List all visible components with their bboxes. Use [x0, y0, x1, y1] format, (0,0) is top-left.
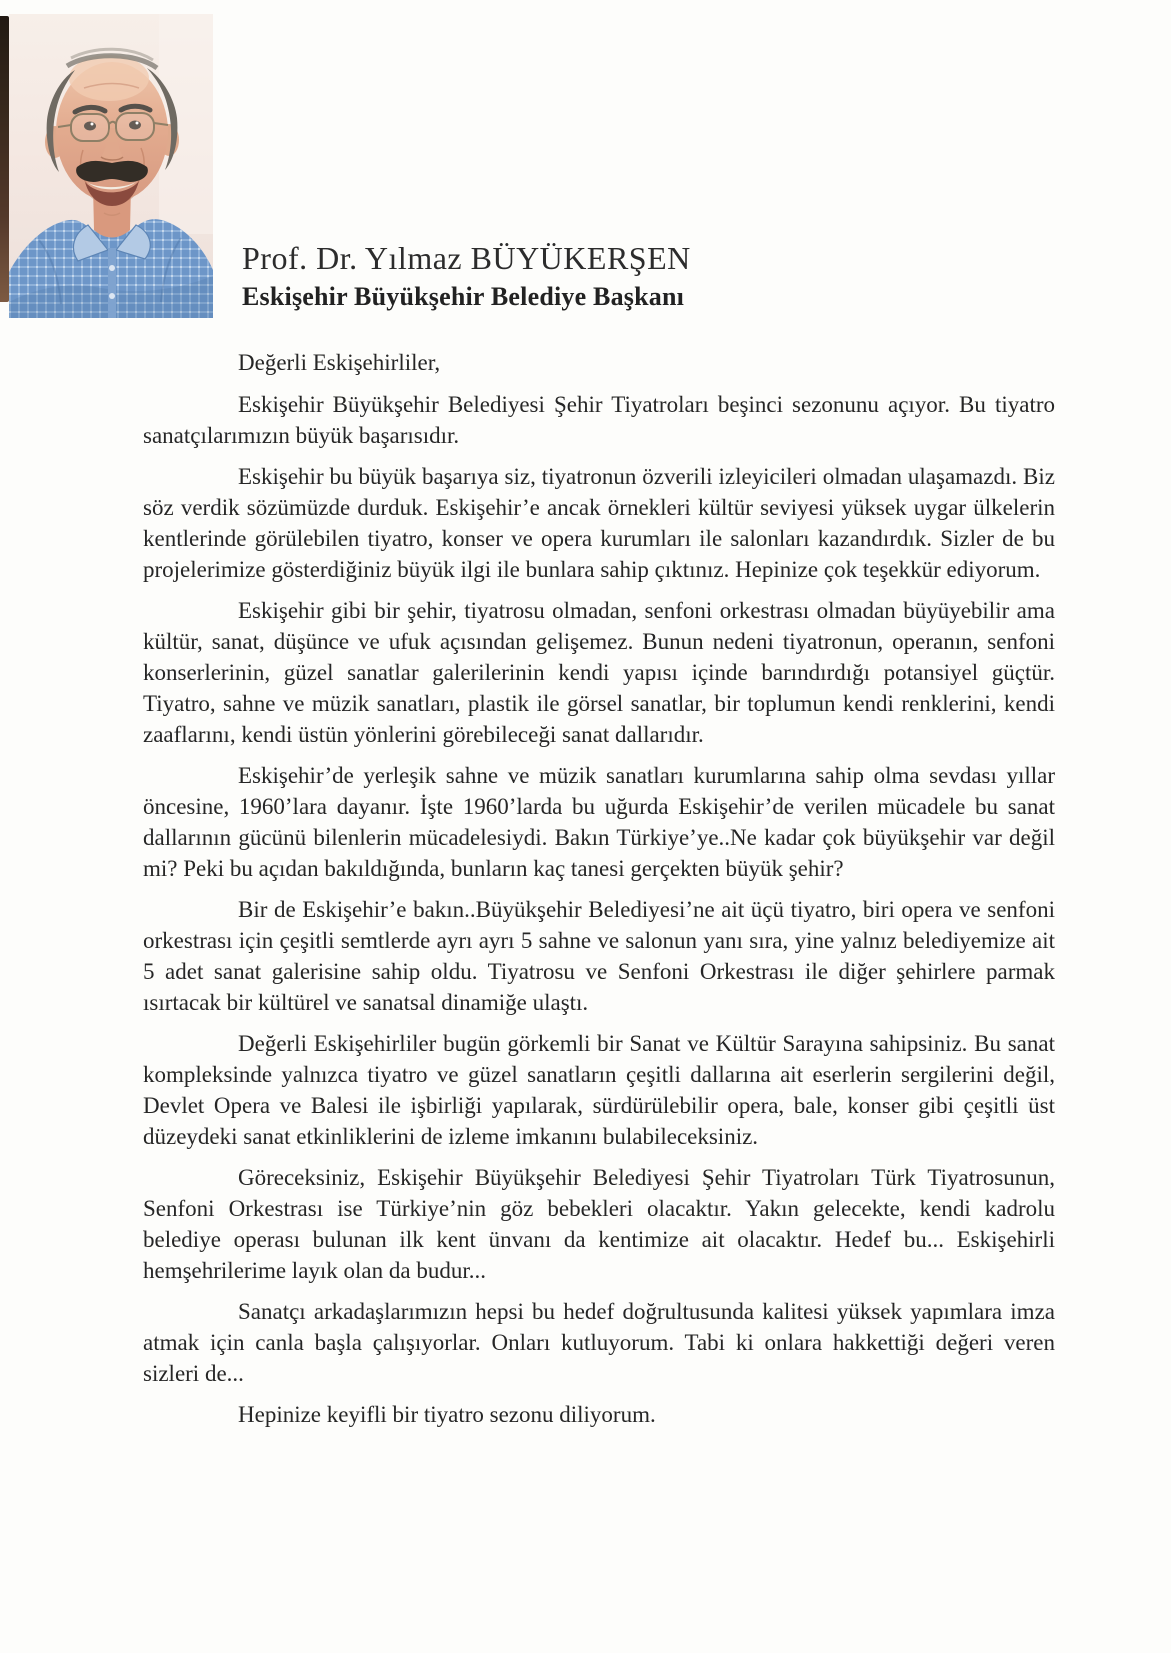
letter-header: [242, 238, 691, 312]
paragraph: Sanatçı arkadaşlarımızın hepsi bu hedef doğrultusunda kalitesi yüksek yapımlara imza atmak için canla başla çalışıyorlar. Onları kutluyorum. Tabi ki onlara hakkettiği değeri veren sizleri de...: [143, 1299, 1055, 1386]
paragraph: Eskişehir’de yerleşik sahne ve müzik sanatları kurumlarına sahip olma sevdası yıllar öncesine, 1960’lara dayanır. İşte 1960’larda bu uğurda Eskişehir’de verilen mücadele bu sanat dallarının gücünü bilenlerin mücadelesiydi. Bakın Türkiye’ye..Ne kadar çok büyükşehir var değil mi? Peki bu açıdan bakıldığında, bunların kaç tanesi gerçekten büyük şehir?: [143, 763, 1055, 881]
paragraph: Eskişehir gibi bir şehir, tiyatrosu olmadan, senfoni orkestrası olmadan büyüyebilir ama kültür, sanat, düşünce ve ufuk açısından gelişemez. Bunun nedeni tiyatronun, operanın, senfoni konserlerinin, güzel sanatlar galerilerinin kendi yapısı içinde barındırdığı potansiyel güçtür. Tiyatro, sahne ve müzik sanatları, plastik ile görsel sanatlar, bir toplumun kendi renklerini, kendi zaaflarını, kendi üstün yönlerini görebileceği sanat dallarıdır.: [143, 598, 1055, 747]
salutation: Değerli Eskişehirliler,: [238, 350, 441, 375]
mayor-portrait-photo: [9, 14, 213, 318]
paragraph: Göreceksiniz, Eskişehir Büyükşehir Belediyesi Şehir Tiyatroları Türk Tiyatrosunun, Senfoni Orkestrası ise Türkiye’nin göz bebekleri olacaktır. Yakın gelecekte, kendi kadrolu belediye operası bulunan ilk kent ünvanı da kentimize ait olacaktır. Hedef bu... Eskişehirli hemşehrilerime layık olan da budur...: [143, 1165, 1055, 1283]
scan-edge-artifact: [0, 16, 9, 302]
paragraph: Hepinize keyifli bir tiyatro sezonu diliyorum.: [238, 1402, 656, 1427]
paragraph: Eskişehir Büyükşehir Belediyesi Şehir Tiyatroları beşinci sezonunu açıyor. Bu tiyatro sanatçılarımızın büyük başarısıdır.: [143, 392, 1055, 448]
author-name: Prof. Dr. Yılmaz BÜYÜKERŞEN: [242, 240, 691, 276]
letter-body: [143, 347, 1055, 1440]
paragraph: Değerli Eskişehirliler bugün görkemli bir Sanat ve Kültür Sarayına sahipsiniz. Bu sanat kompleksinde yalnızca tiyatro ve güzel sanatların çeşitli dallarına ait eserlerin sergilerini değil, Devlet Opera ve Balesi ile işbirliği yapılarak, sürdürülebilir opera, bale, konser gibi çeşitli üst düzeydeki sanat etkinliklerini de izleme imkanını bulabileceksiniz.: [143, 1031, 1055, 1149]
portrait-illustration: [9, 14, 213, 318]
paragraph: Bir de Eskişehir’e bakın..Büyükşehir Belediyesi’ne ait üçü tiyatro, biri opera ve senfoni orkestrası için çeşitli semtlerde ayrı ayrı 5 sahne ve salonun yanı sıra, yine yalnız belediyemize ait 5 adet sanat galerisine sahip oldu. Tiyatrosu ve Senfoni Orkestrası ile diğer şehirlere parmak ısırtacak bir kültürel ve sanatsal dinamiğe ulaştı.: [143, 897, 1055, 1015]
author-title: Eskişehir Büyükşehir Belediye Başkanı: [242, 282, 685, 311]
paragraph: Eskişehir bu büyük başarıya siz, tiyatronun özverili izleyicileri olmadan ulaşamazdı. Biz söz verdik sözümüzde durduk. Eskişehir’e ancak örnekleri kültür seviyesi yüksek uygar ülkelerin kentlerinde görülebilen tiyatro, konser ve opera kurumları ile salonları kazandırdık. Sizler de bu projelerimize gösterdiğiniz büyük ilgi ile bunlara sahip çıktınız. Hepinize çok teşekkür ediyorum.: [143, 464, 1055, 582]
